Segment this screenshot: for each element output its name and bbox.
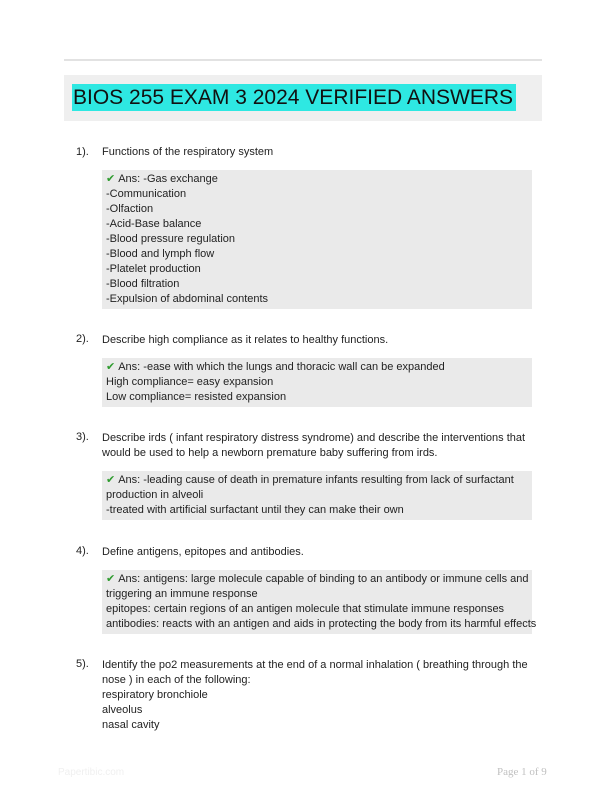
question-line: Describe irds ( infant respiratory distress syndrome) and describe the interventions that (102, 432, 526, 444)
answer-line: High compliance= easy expansion (106, 376, 274, 388)
answer-line: triggering an immune response (106, 588, 258, 600)
question-line: respiratory bronchiole (102, 689, 208, 701)
question-number: 5). (76, 658, 89, 670)
answer-line: -Blood filtration (106, 278, 180, 290)
question-line: alveolus (102, 704, 143, 716)
answer-line: ✔ Ans: -leading cause of death in premature infants resulting from lack of surfactant (106, 474, 514, 486)
answer-line: -Olfaction (106, 203, 154, 215)
answer-line: ✔ Ans: -Gas exchange (106, 173, 218, 185)
answer-box (102, 358, 532, 407)
checkmark-icon: ✔ (106, 573, 116, 585)
question-text (102, 545, 532, 560)
question-text (102, 658, 532, 733)
answer-line: -Expulsion of abdominal contents (106, 293, 269, 305)
answer-box (102, 170, 532, 309)
question-line: nasal cavity (102, 719, 160, 731)
answer-line: production in alveoli (106, 489, 204, 501)
title-bar (64, 75, 542, 121)
answer-line: -Platelet production (106, 263, 201, 275)
answer-box (102, 471, 532, 520)
question-line: Describe high compliance as it relates to healthy functions. (102, 334, 389, 346)
question-line: would be used to help a newborn premature baby suffering from irds. (102, 447, 438, 459)
answer-line: ✔ Ans: antigens: large molecule capable of binding to an antibody or immune cells and (106, 573, 529, 585)
answer-line: Low compliance= resisted expansion (106, 391, 287, 403)
question-number: 1). (76, 146, 89, 158)
question-number: 4). (76, 545, 89, 557)
question-text (102, 431, 532, 461)
answer-line: epitopes: certain regions of an antigen molecule that stimulate immune responses (106, 603, 505, 615)
answer-line: -Blood pressure regulation (106, 233, 236, 245)
question-number: 3). (76, 431, 89, 443)
top-rule (64, 59, 542, 61)
answer-line: -treated with artificial surfactant until they can make their own (106, 504, 404, 516)
checkmark-icon: ✔ (106, 474, 116, 486)
checkmark-icon: ✔ (106, 361, 116, 373)
document-title: BIOS 255 EXAM 3 2024 VERIFIED ANSWERS (72, 84, 516, 111)
question-line: Define antigens, epitopes and antibodies. (102, 546, 304, 558)
question-line: Functions of the respiratory system (102, 146, 274, 158)
answer-line: antibodies: reacts with an antigen and aids in protecting the body from its harmful effects (106, 618, 537, 630)
answer-box (102, 570, 537, 634)
answer-line: -Blood and lymph flow (106, 248, 215, 260)
question-text (102, 333, 532, 348)
answer-line: -Acid-Base balance (106, 218, 202, 230)
question-number: 2). (76, 333, 89, 345)
answer-line: -Communication (106, 188, 187, 200)
question-text (102, 145, 532, 160)
page-number: Page 1 of 9 (497, 766, 547, 778)
answer-line: ✔ Ans: -ease with which the lungs and thoracic wall can be expanded (106, 361, 445, 373)
footer-site-watermark: Papertibic.com (58, 767, 125, 778)
question-line: Identify the po2 measurements at the end of a normal inhalation ( breathing through the (102, 659, 528, 671)
checkmark-icon: ✔ (106, 173, 116, 185)
question-line: nose ) in each of the following: (102, 674, 251, 686)
